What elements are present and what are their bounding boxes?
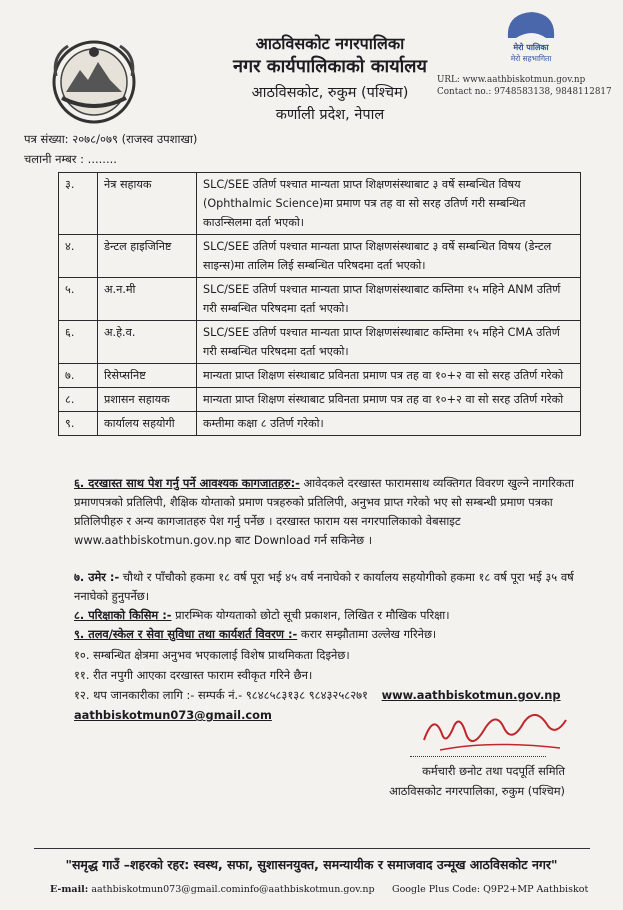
table-row	[59, 364, 581, 388]
website-link[interactable]: www.aathbiskotmun.gov.np	[381, 688, 561, 702]
letter-number: पत्र संख्या: २०७८/०७९ (राजस्व उपशाखा)	[24, 132, 198, 146]
qualification-text: कम्तीमा कक्षा ८ उतिर्ण गरेको।	[197, 412, 581, 436]
dispatch-number: चलानी नम्बर : ........	[24, 152, 117, 166]
signature-line	[410, 756, 546, 757]
post-name: नेत्र सहायक	[98, 173, 197, 235]
header-municipality-name: आठविसकोट नगरपालिका	[255, 34, 405, 53]
qualification-text: SLC/SEE उतिर्ण पश्चात मान्यता प्राप्त शिक्षणसंस्थाबाट ३ वर्षे सम्बन्धित विषय (डेन्टल साइन्स)मा तालिम लिई सम्बन्धित परिषदमा दर्ता भएको।	[197, 235, 581, 278]
section-9-salary	[74, 625, 589, 644]
header-url: URL: www.aathbiskotmun.gov.np	[437, 75, 586, 85]
signature-committee: कर्मचारी छनोट तथा पदपूर्ति समिति	[422, 764, 565, 778]
section-8-text: प्रारम्भिक योग्यताको छोटो सूची प्रकाशन, लिखित र मौखिक परिक्षा।	[171, 608, 450, 622]
signature-office: आठविसकोट नगरपालिका, रुकुम (पश्चिम)	[389, 784, 565, 798]
footer-email	[50, 884, 375, 895]
section-6-documents	[74, 474, 589, 550]
footer-email-value[interactable]: aathbiskotmun073@gmail.cominfo@aathbiskotmun.gov.np	[91, 884, 375, 895]
row-number: ३.	[59, 173, 98, 235]
section-7-age	[74, 568, 589, 606]
row-number: ८.	[59, 388, 98, 412]
section-6-title: ६. दरखास्त साथ पेश गर्नु पर्ने आवश्यक कागजातहरु:-	[74, 476, 300, 490]
post-name: प्रशासन सहायक	[98, 388, 197, 412]
table-row	[59, 278, 581, 321]
post-name: कार्यालय सहयोगी	[98, 412, 197, 436]
section-9-text: करार सम्झौतामा उल्लेख गरिनेछ।	[297, 627, 437, 641]
qualification-table	[58, 172, 581, 436]
row-number: ५.	[59, 278, 98, 321]
qualification-text: SLC/SEE उतिर्ण पश्चात मान्यता प्राप्त शिक्षणसंस्थाबाट कम्तिमा १५ महिने ANM उतिर्ण गरी सम्बन्धित परिषदमा दर्ता भएको।	[197, 278, 581, 321]
table-row	[59, 173, 581, 235]
header-phone: Contact no.: 9748583138, 9848112817	[437, 87, 612, 97]
footer-divider	[34, 848, 590, 849]
table-row	[59, 235, 581, 278]
section-10: १०. सम्बन्धित क्षेत्रमा अनुभव भएकालाई विशेष प्राथमिकता दिइनेछ।	[74, 648, 350, 662]
post-name: अ.न.मी	[98, 278, 197, 321]
section-8-title: ८. परिक्षाको किसिम :-	[74, 608, 172, 622]
footer-email-label: E-mail:	[50, 884, 89, 895]
qualification-text: मान्यता प्राप्त शिक्षण संस्थाबाट प्रविनता प्रमाण पत्र तह वा १०+२ वा सो सरह उतिर्ण गरेको	[197, 388, 581, 412]
table-row	[59, 388, 581, 412]
section-12-text: सम्पर्क नं.- ९८४८५८३१३८ ९८४३२५८२७१	[194, 688, 368, 702]
section-11: ११. रीत नपुगी आएका दरखास्त फाराम स्वीकृत गरिने छैन।	[74, 668, 313, 682]
row-number: ९.	[59, 412, 98, 436]
row-number: ७.	[59, 364, 98, 388]
row-number: ६.	[59, 321, 98, 364]
table-row	[59, 321, 581, 364]
footer-plus-code: Google Plus Code: Q9P2+MP Aathbiskot	[392, 884, 589, 895]
post-name: अ.हे.व.	[98, 321, 197, 364]
qualification-text: SLC/SEE उतिर्ण पश्चात मान्यता प्राप्त शिक्षणसंस्थाबाट कम्तिमा १५ महिने CMA उतिर्ण गरी सम्बन्धित परिषदमा दर्ता भएको।	[197, 321, 581, 364]
section-7-text: चौथो र पाँचौको हकमा १८ वर्ष पूरा भई ४५ वर्ष ननाघेको र कार्यालय सहयोगीको हकमा १८ वर्ष पूरा भई ३५ वर्ष ननाघेको हुनुपर्नेछ।	[74, 570, 574, 603]
header-contact	[437, 74, 612, 98]
qualification-text: SLC/SEE उतिर्ण पश्चात मान्यता प्राप्त शिक्षणसंस्थाबाट ३ वर्षे सम्बन्धित विषय (Ophthalmic Science)मा प्रमाण पत्र तह वा सो सरह उतिर्ण गरी सम्बन्धित काउन्सिलमा दर्ता भएको।	[197, 173, 581, 235]
signature-icon	[420, 700, 570, 760]
header-address: आठविसकोट, रुकुम (पश्चिम)	[251, 85, 409, 101]
qualification-text: मान्यता प्राप्त शिक्षण संस्थाबाट प्रविनता प्रमाण पत्र तह वा १०+२ वा सो सरह उतिर्ण गरेको	[197, 364, 581, 388]
email-link[interactable]: aathbiskotmun073@gmail.com	[74, 708, 272, 722]
section-8-exam	[74, 606, 589, 625]
post-name: डेन्टल हाइजिनिष्ट	[98, 235, 197, 278]
table-row	[59, 412, 581, 436]
header-office-name: नगर कार्यपालिकाको कार्यालय	[233, 56, 427, 77]
section-12-title: १२. थप जानकारीका लागि :-	[74, 688, 195, 702]
header-province: कर्णाली प्रदेश, नेपाल	[275, 107, 385, 123]
mero-palika-logo-icon	[502, 8, 560, 68]
logo-text-2: मेरो सहभागिता	[510, 54, 552, 63]
municipality-emblem-icon	[48, 36, 140, 128]
logo-text-1: मेरो पालिका	[513, 43, 549, 52]
section-6-text: आवेदकले दरखास्त फारामसाथ व्यक्तिगत विवरण खुल्ने नागरिकता प्रमाणपत्रको प्रतिलिपी, शैक्षिक योग्ताको प्रमाण पत्रहरुको प्रतिलिपी, अनुभव प्राप्त गरेको भए सो सम्बन्धी प्रमाण पत्रका प्रतिलिपीहरु र अन्य कागजातहरु पेश गर्नु पर्नेछ । दरखास्त फाराम यस नगरपालिकाको वेबसाइट www.aathbiskotmun.gov.np बाट Download गर्न सकिनेछ ।	[74, 476, 575, 547]
footer-slogan: "समृद्ध गाउँ –शहरको रहर: स्वस्थ, सफा, सुशासनयुक्त, समन्यायीक र समाजवाद उन्मूख आठविसकोट नगर"	[65, 857, 558, 872]
section-9-title: ९. तलव/स्केल र सेवा सुविधा तथा कार्यशर्त विवरण :-	[74, 627, 298, 641]
post-name: रिसेप्सनिष्ट	[98, 364, 197, 388]
row-number: ४.	[59, 235, 98, 278]
section-7-title: ७. उमेर :-	[74, 570, 120, 584]
